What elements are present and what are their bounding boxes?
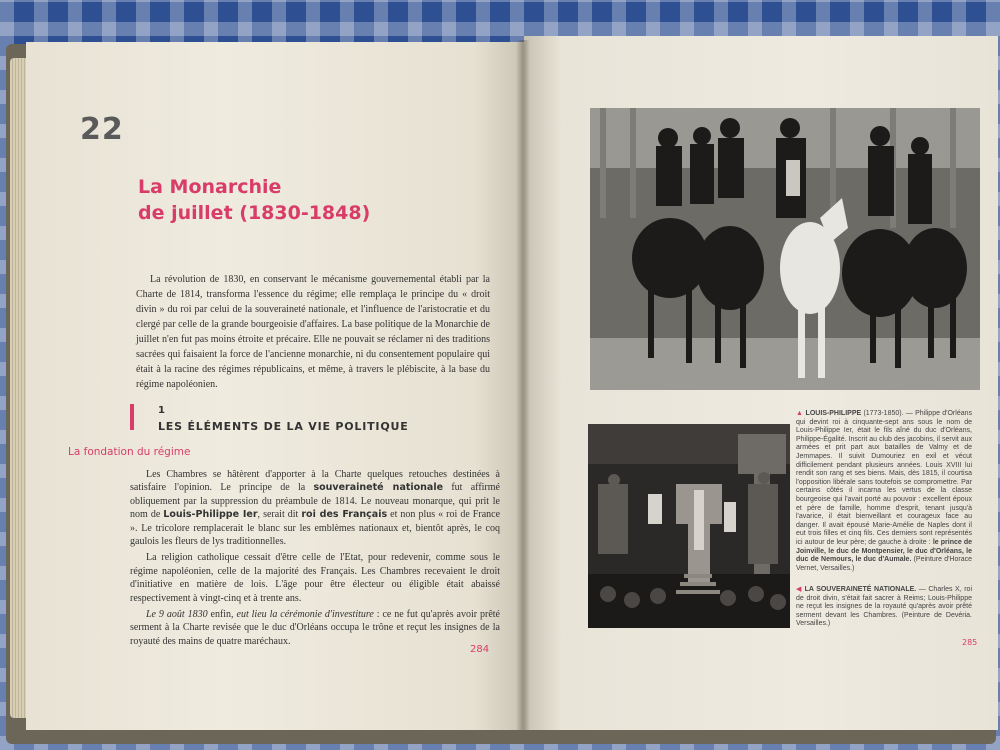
chapter-title <box>138 174 370 226</box>
body-paragraph-1 <box>130 468 500 548</box>
caption1-dates: (1773-1850). — <box>861 410 916 417</box>
photo-national-sovereignty-drawing <box>588 424 790 628</box>
section-number: 1 <box>158 405 165 416</box>
chapter-title-line2: de juillet (1830-1848) <box>138 202 371 224</box>
intro-text: La révolution de 1830, en conservant le mécanisme gouvernemental établi par la Charte de 1814, transforma l'essence du régime; elle remplaça le principe du « droit divin » du roi par celui de la souveraineté nationale, et l'influence de l'aristocratie et du clergé par celle de la grande bourgeoisie d'affaires. La base politique de la Monarchie de juillet n'en fut pas moins étroite et précaire. Elle ne pouvait se réclamer ni des traditions sacrées qui faisaient la force de l'ancienne monarchie, ni du consentement populaire qui était à la racine des régimes républicains, et même, à travers le plébiscite, à la base du régime napoléonien. <box>136 274 490 390</box>
p3-italic-ceremony: eut lieu la cérémonie d'investiture <box>236 609 374 621</box>
caption1-title: LOUIS-PHILIPPE <box>805 410 862 417</box>
p1-text-c: fut affirmé obliquement par la suppression du préambule de 1814. Le nouveau monarque, qui prit le nom de <box>130 482 500 521</box>
body-paragraph-3 <box>130 608 500 648</box>
caption-souverainete <box>796 586 972 629</box>
triangle-up-icon: ▲ <box>796 410 804 417</box>
p1-text-a: Les Chambres se hâtèrent d'apporter à la Charte quelques retouches destinées à satisfaire l'opinion. Le principe de la <box>130 469 500 494</box>
p1-bold-sovereignty: souveraineté nationale <box>313 482 444 494</box>
page-number-right: 285 <box>962 638 978 647</box>
caption1-credit: (Peinture d'Horace Vernet, Versailles.) <box>796 556 973 572</box>
page-number-left: 284 <box>470 644 490 655</box>
photo-louis-philippe-sons-drawing <box>590 108 980 390</box>
p1-text-e: , serait dit <box>257 509 302 521</box>
caption-louis-philippe <box>796 410 972 573</box>
section-title: LES ÉLÉMENTS DE LA VIE POLITIQUE <box>158 420 409 433</box>
caption2-text: — Charles X, roi de droit divin, s'était fait sacrer à Reims; Louis-Philippe ne reçut les insignes de la royauté qu'après avoir prêté serment devant les Chambres. (Peinture de Devéria. Versailles.) <box>796 586 972 628</box>
caption1-text: Philippe d'Orléans qui devint roi à cinquante-sept ans sous le nom de Louis-Philippe Ier, était le fils aîné du duc d'Orléans, Philippe-Égalité. Inscrit au club des jacobins, il servit aux armées et prit part aux batailles de Valmy et de Jemmapes. Il suivit Dumouriez en exil et vécut difficilement pendant plusieurs années. Louis XVIII lui rendit son rang et ses biens. Mais, dès 1815, il courtisa l'opposition libérale sans toutefois se compromettre. Par certains côtés il incarna les vertus de la classe bourgeoise qui l'avait porté au pouvoir : excellent époux et père de famille, homme d'esprit, tenant jusqu'à l'avarice, il était bienveillant et courageux face au danger. Il avait épousé Marie-Amélie de Naples dont il eut trois filles et cinq fils. Ces derniers sont représentés ici autour de leur père; de gauche à droite : <box>796 410 972 546</box>
body-text <box>130 468 500 651</box>
chapter-number: 22 <box>80 112 124 147</box>
photo-louis-philippe-sons <box>590 108 980 390</box>
caption1-sons: le prince de Joinville, le duc de Montpensier, le duc d'Orléans, le duc de Nemours, le duc d'Aumale. <box>796 538 973 564</box>
triangle-left-icon: ◀ <box>796 586 802 593</box>
photo-national-sovereignty <box>588 424 790 628</box>
intro-paragraph <box>136 272 490 392</box>
p3-text-d: : ce ne fut qu'après avoir prêté serment à la Charte revisée que le duc d'Orléans occupa le trône et reçut les insignes de la royauté des mains de quatre maréchaux. <box>130 609 500 647</box>
p3-date: Le 9 août 1830 <box>146 609 208 621</box>
chapter-title-line1: La Monarchie <box>138 176 282 198</box>
book-gutter <box>516 40 530 730</box>
p1-bold-louis-philippe: Louis-Philippe Ier <box>163 509 258 521</box>
body-paragraph-2: La religion catholique cessait d'être celle de l'Etat, pour redevenir, comme sous le régime napoléonien, celle de la majorité des Français. Les Chambres recevaient le droit d'initiative en matière de lois. L'âge pour être électeur ou éligible était abaissé respectivement à vingt-cinq et à trente ans. <box>130 552 500 604</box>
caption2-title: LA SOUVERAINETÉ NATIONALE. <box>804 586 917 593</box>
p1-bold-roi-des-francais: roi des Français <box>301 509 388 521</box>
section-bar <box>130 404 134 430</box>
p1-text-g: et non plus « roi de France ». Le tricolore remplacerait le blanc sur les emblèmes nationaux et, bientôt après, le coq gaulois les fleurs de lys traditionnelles. <box>130 509 501 548</box>
p3-text-b: enfin, <box>207 609 237 621</box>
subheading: La fondation du régime <box>68 446 191 458</box>
